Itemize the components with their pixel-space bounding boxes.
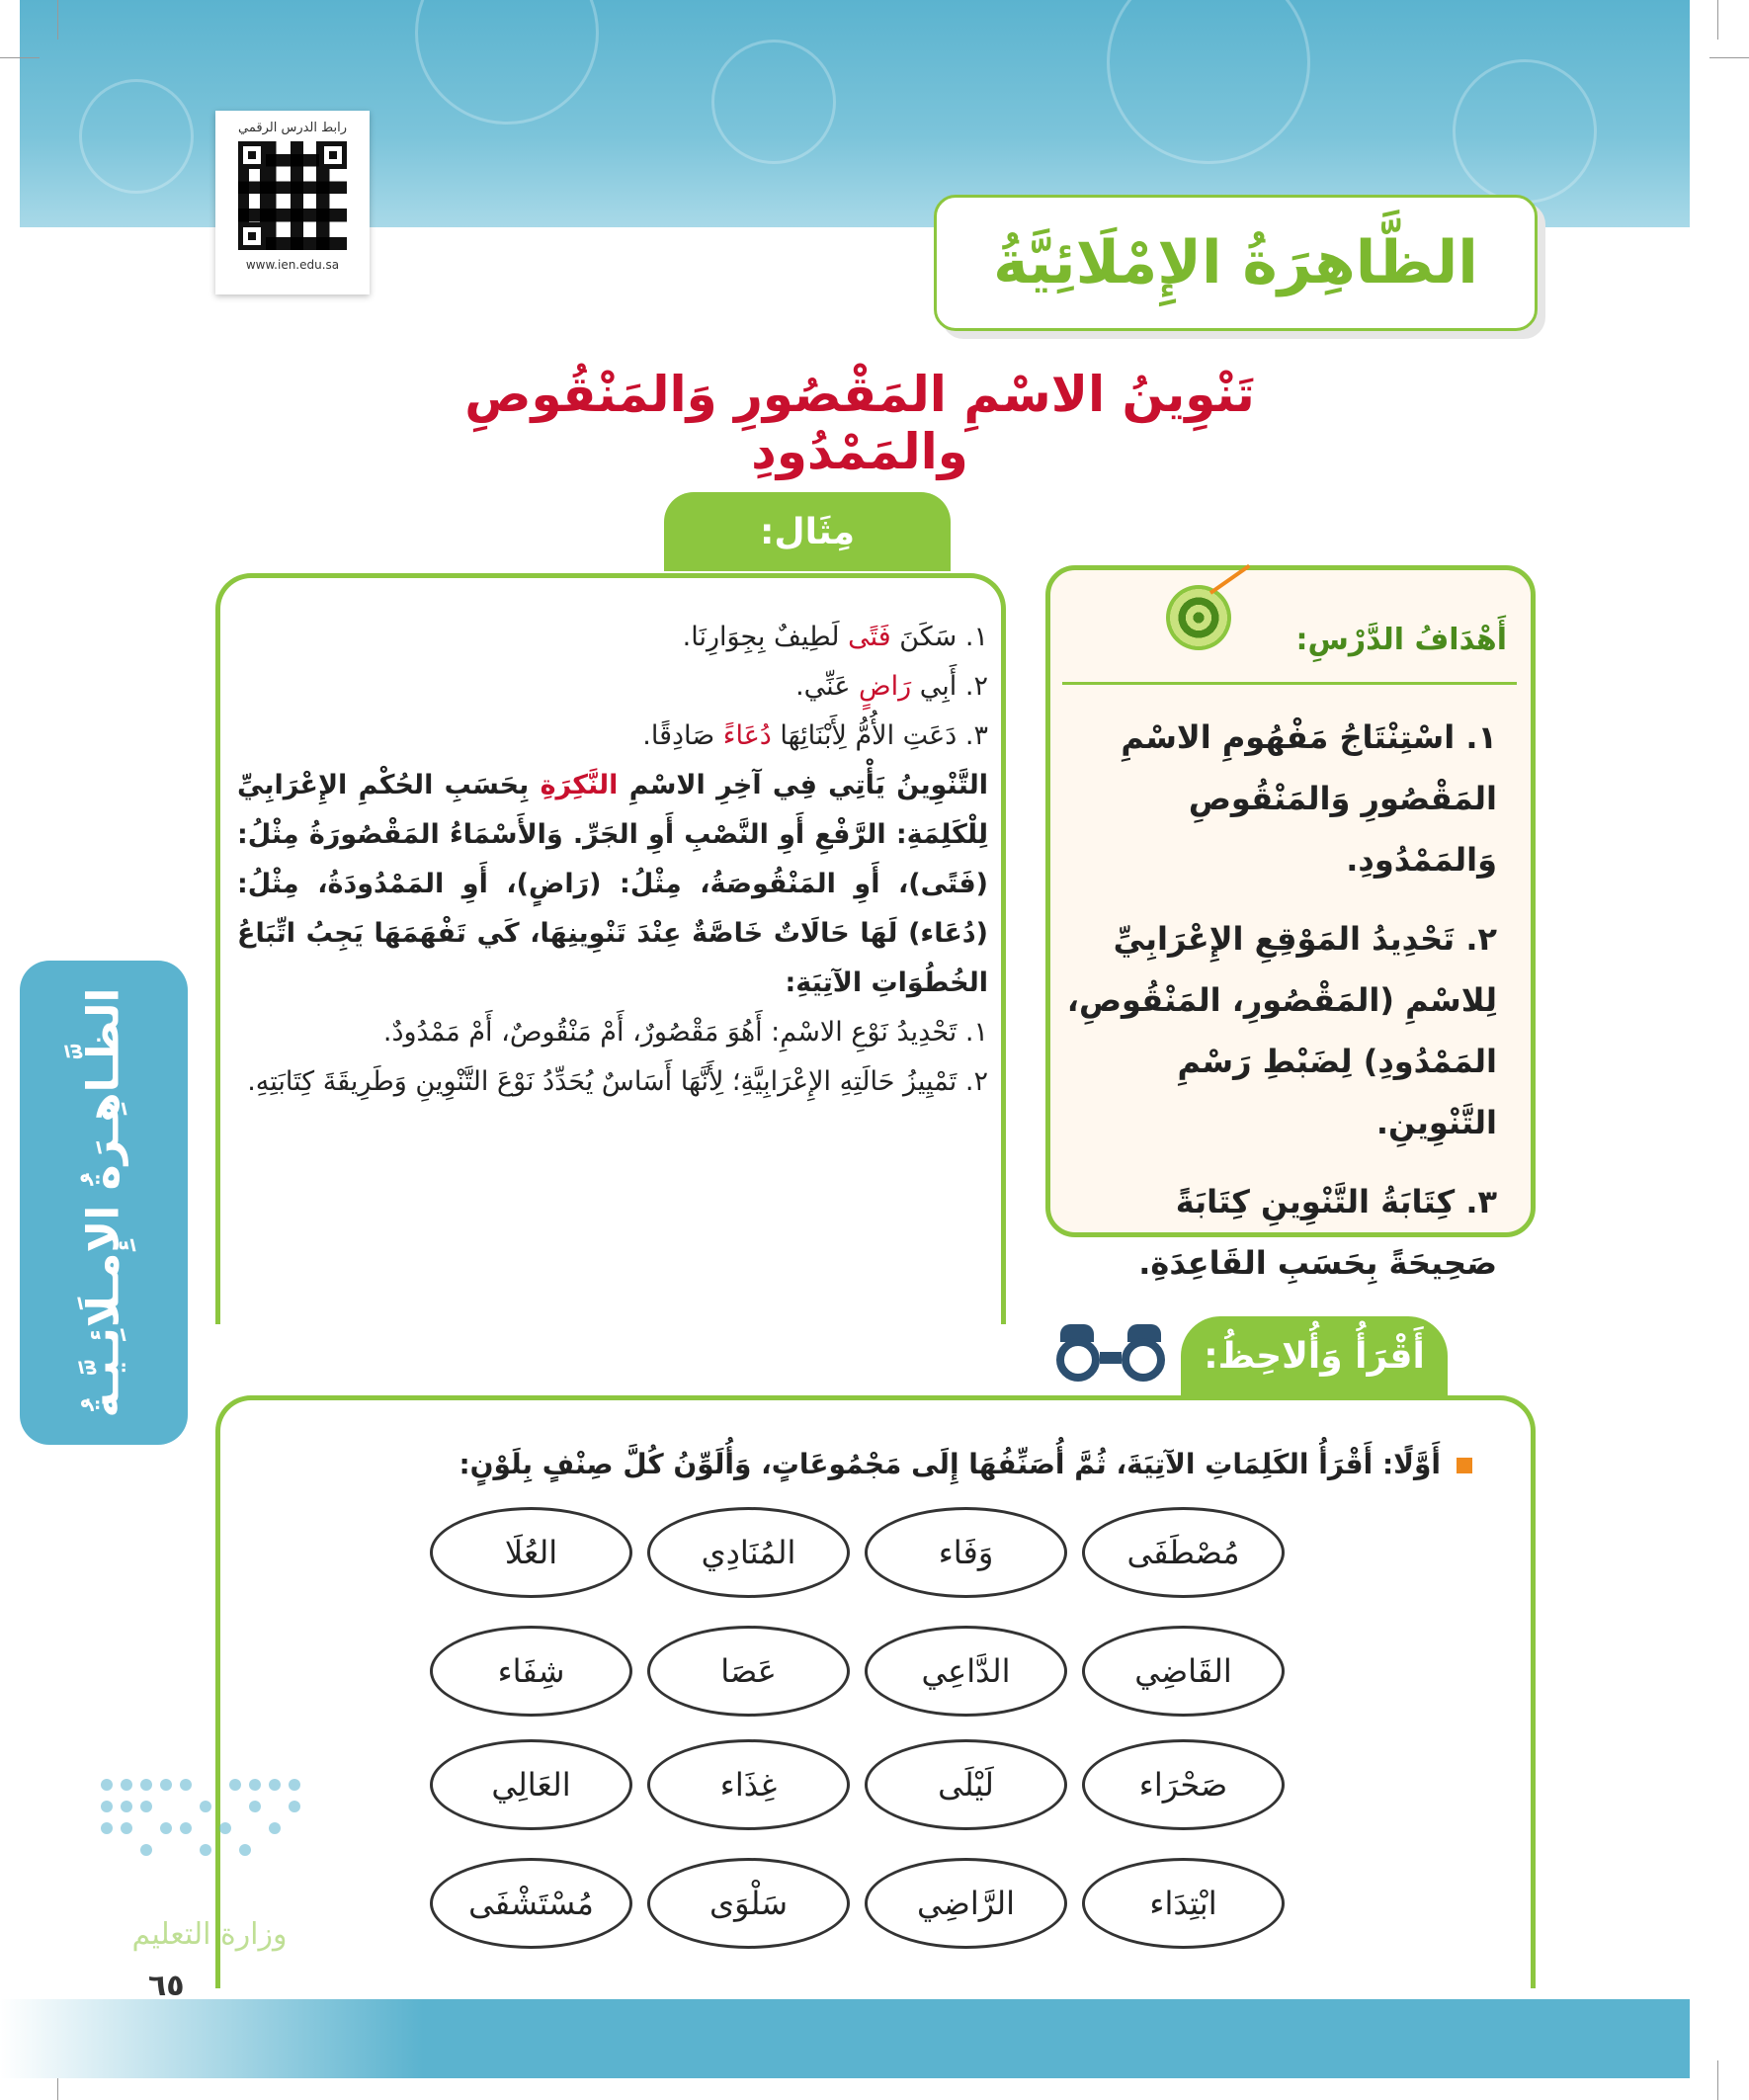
word-pill[interactable]: لَيْلَى — [865, 1739, 1067, 1830]
example-sentence-1: ١. سَكَنَ فَتًى لَطِيفٌ بِجِوَارِنَا. — [682, 622, 988, 652]
qr-title: رابط الدرس الرقمي — [238, 121, 347, 135]
example-tab-label: مِثَال: — [759, 511, 856, 552]
instruction-line — [435, 1448, 1472, 1480]
read-observe-label: أَقْرَأُ وَأُلاحِظُ: — [1204, 1335, 1425, 1377]
side-chapter-label: الظَّـاهِـرَةُ الإِمـلَائِـيَّـةُ — [78, 987, 129, 1418]
example-tab — [664, 492, 951, 571]
side-chapter-tab — [20, 961, 188, 1445]
footer-band — [0, 1999, 1690, 2078]
goals-heading: أَهْدَافُ الدَّرْسِ: — [1295, 623, 1507, 657]
word-pill[interactable]: وَفَاء — [865, 1507, 1067, 1598]
lesson-title: الظَّاهِرَةُ الإِمْلَائِيَّةُ — [993, 228, 1478, 297]
ministry-name: وزارة التعليم — [131, 1917, 288, 1952]
word-pill[interactable]: سَلْوَى — [647, 1858, 850, 1949]
example-explanation: التَّنْوِينُ يَأْتِي فِي آخِرِ الاسْمِ النَّكِرَةِ بِحَسَبِ الحُكْمِ الإِعْرَابِيِّ لِلْكَلِمَةِ: الرَّفْعِ أَوِ النَّصْبِ أَوِ الجَرِّ. وَالأَسْمَاءُ المَقْصُورَةُ مِثْلُ: (فَتًى)، أَوِ المَنْقُوصَةُ، مِثْلُ: (رَاضٍ)، أَوِ المَمْدُودَةُ، مِثْلُ: (دُعَاء) لَهَا حَالَاتٌ خَاصَّةٌ عِنْدَ تَنْوِينِهَا، كَي تَفْهَمَهَا يَجِبُ اتِّبَاعُ الخُطُوَاتِ الآتِيَةِ: — [237, 770, 988, 998]
lesson-subtitle: تَنْوِينُ الاسْمِ المَقْصُورِ وَالمَنْقُوصِ والمَمْدُودِ — [464, 366, 1255, 480]
lesson-title-box — [934, 195, 1538, 331]
word-pill[interactable]: مُسْتَشْفَى — [430, 1858, 632, 1949]
word-pill[interactable]: ابْتِدَاء — [1082, 1858, 1285, 1949]
word-pill[interactable]: المُنَادِي — [647, 1507, 850, 1598]
target-icon — [1166, 585, 1231, 650]
goals-list — [1062, 707, 1497, 1311]
word-pill[interactable]: صَحْرَاء — [1082, 1739, 1285, 1830]
word-pill[interactable]: غِذَاء — [647, 1739, 850, 1830]
word-pill[interactable]: مُصْطَفَى — [1082, 1507, 1285, 1598]
word-pill[interactable]: عَصَا — [647, 1626, 850, 1717]
word-pill[interactable]: العُلَا — [430, 1507, 632, 1598]
qr-code-icon[interactable] — [238, 141, 347, 250]
example-sentence-3: ٣. دَعَتِ الأُمُّ لِأَبْنَائِهَا دُعَاءً صَادِقًا. — [642, 720, 988, 751]
qr-code-card[interactable] — [215, 111, 370, 294]
example-sentence-2: ٢. أَبِي رَاضٍ عَنِّي. — [795, 671, 988, 702]
qr-url[interactable]: www.ien.edu.sa — [245, 258, 340, 272]
bullet-icon — [1457, 1458, 1472, 1473]
example-content — [237, 613, 988, 1107]
word-pill[interactable]: العَالِي — [430, 1739, 632, 1830]
example-step-2: ٢. تَمْيِيزُ حَالَتِهِ الإِعْرَابِيَّةِ؛ لِأَنَّهَا أَسَاسٌ يُحَدِّدُ نَوْعَ التَّنْوِينِ وَطَرِيقَةَ كِتَابَتِهِ. — [247, 1066, 988, 1097]
word-pill[interactable]: الدَّاعِي — [865, 1626, 1067, 1717]
ministry-logo — [91, 1769, 328, 1952]
word-pill[interactable]: الرَّاضِي — [865, 1858, 1067, 1949]
binoculars-icon — [1052, 1324, 1169, 1386]
example-step-1: ١. تَحْدِيدُ نَوْعِ الاسْمِ: أَهُوَ مَقْصُورٌ، أَمْ مَنْقُوصٌ، أَمْ مَمْدُودٌ. — [382, 1017, 988, 1048]
goal-item: ٣. كِتَابَةُ التَّنْوِينِ كِتَابَةً صَحِيحَةً بِحَسَبِ القَاعِدَةِ. — [1138, 1183, 1497, 1282]
goal-item: ١. اسْتِنْتَاجُ مَفْهُومِ الاسْمِ المَقْصُورِ وَالمَنْقُوصِ وَالمَمْدُودِ. — [1121, 718, 1497, 879]
word-pill[interactable]: شِفَاء — [430, 1626, 632, 1717]
goals-header — [1062, 613, 1517, 685]
goal-item: ٢. تَحْدِيدُ المَوْقِعِ الإِعْرَابِيِّ لِلاسْمِ (المَقْصُورِ، المَنْقُوصِ، المَمْدُودِ) لِضَبْطِ رَسْمِ التَّنْوِينِ. — [1066, 920, 1497, 1141]
word-pill[interactable]: القَاضِي — [1082, 1626, 1285, 1717]
instruction-text: أَوَّلًا: أَقْرَأُ الكَلِمَاتِ الآتِيَةَ، ثُمَّ أُصَنِّفُهَا إِلَى مَجْمُوعَاتٍ، وَأُلَوِّنُ كُلَّ صِنْفٍ بِلَوْنٍ: — [458, 1448, 1441, 1480]
read-observe-tab — [1181, 1316, 1448, 1395]
page-number: ٦٥ — [148, 1969, 185, 2003]
